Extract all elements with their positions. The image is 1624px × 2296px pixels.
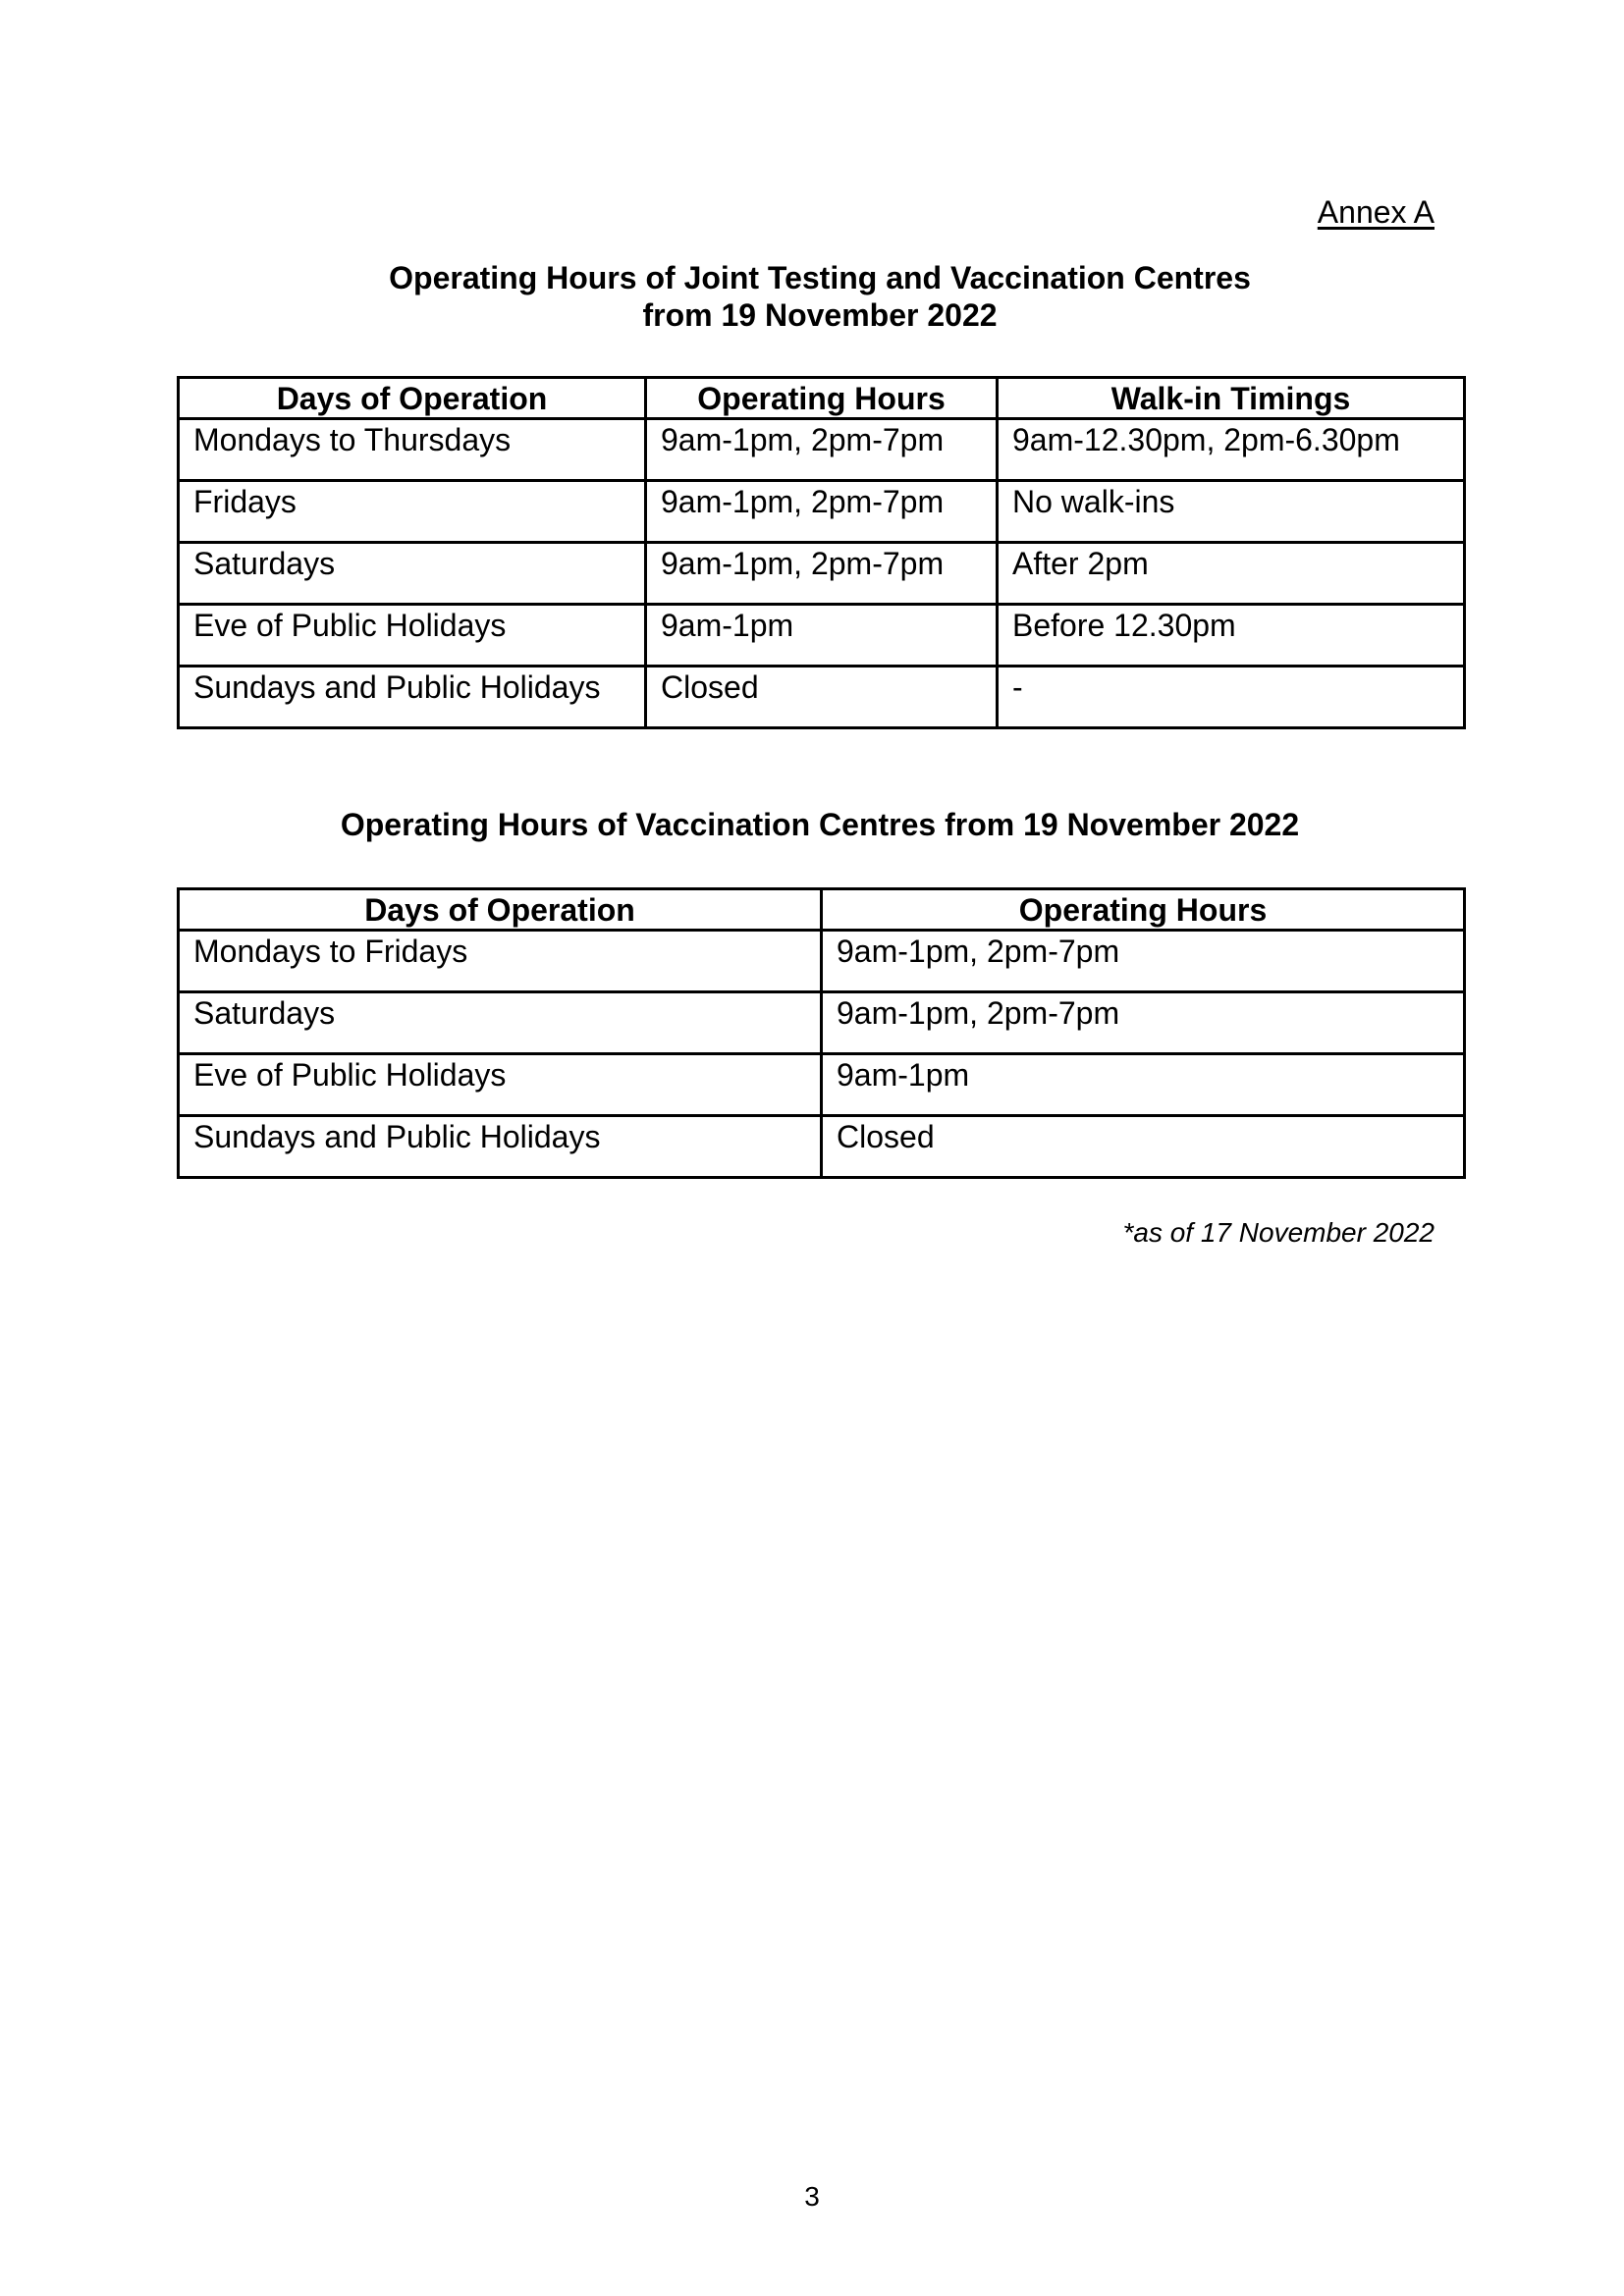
- cell-walk-in-timings: -: [998, 667, 1465, 728]
- column-header-operating-hours: Operating Hours: [822, 889, 1465, 931]
- cell-days: Saturdays: [179, 992, 822, 1054]
- table-row: [179, 1116, 1465, 1178]
- cell-operating-hours: Closed: [646, 667, 998, 728]
- cell-walk-in-timings: Before 12.30pm: [998, 605, 1465, 667]
- section2-title: Operating Hours of Vaccination Centres from 19 November 2022: [340, 807, 1300, 842]
- table-header-row: [179, 889, 1465, 931]
- table-row: [179, 1054, 1465, 1116]
- table-row: [179, 605, 1465, 667]
- cell-days: Eve of Public Holidays: [179, 605, 646, 667]
- table-row: [179, 992, 1465, 1054]
- cell-days: Saturdays: [179, 543, 646, 605]
- cell-days: Mondays to Thursdays: [179, 419, 646, 481]
- cell-operating-hours: 9am-1pm, 2pm-7pm: [822, 931, 1465, 992]
- column-header-days: Days of Operation: [179, 889, 822, 931]
- cell-operating-hours: 9am-1pm: [822, 1054, 1465, 1116]
- annex-label: Annex A: [1317, 194, 1435, 230]
- section1-title-line2: from 19 November 2022: [642, 297, 998, 333]
- table-row: [179, 481, 1465, 543]
- cell-walk-in-timings: No walk-ins: [998, 481, 1465, 543]
- table-row: [179, 419, 1465, 481]
- section1-title: [177, 259, 1463, 334]
- table-row: [179, 667, 1465, 728]
- cell-operating-hours: 9am-1pm, 2pm-7pm: [822, 992, 1465, 1054]
- cell-days: Mondays to Fridays: [179, 931, 822, 992]
- page-number: 3: [804, 2181, 820, 2212]
- cell-operating-hours: 9am-1pm, 2pm-7pm: [646, 419, 998, 481]
- cell-operating-hours: 9am-1pm, 2pm-7pm: [646, 481, 998, 543]
- table-row: [179, 931, 1465, 992]
- cell-walk-in-timings: After 2pm: [998, 543, 1465, 605]
- section1-title-line1: Operating Hours of Joint Testing and Vaccination Centres: [389, 260, 1251, 295]
- cell-days: Fridays: [179, 481, 646, 543]
- cell-operating-hours: 9am-1pm, 2pm-7pm: [646, 543, 998, 605]
- cell-walk-in-timings: 9am-12.30pm, 2pm-6.30pm: [998, 419, 1465, 481]
- cell-days: Eve of Public Holidays: [179, 1054, 822, 1116]
- cell-days: Sundays and Public Holidays: [179, 1116, 822, 1178]
- column-header-walk-in-timings: Walk-in Timings: [998, 378, 1465, 419]
- table-header-row: [179, 378, 1465, 419]
- footnote: *as of 17 November 2022: [1122, 1217, 1435, 1248]
- cell-operating-hours: Closed: [822, 1116, 1465, 1178]
- table-row: [179, 543, 1465, 605]
- column-header-operating-hours: Operating Hours: [646, 378, 998, 419]
- vaccination-centres-hours-table: [177, 887, 1466, 1179]
- joint-centres-hours-table: [177, 376, 1466, 729]
- cell-days: Sundays and Public Holidays: [179, 667, 646, 728]
- column-header-days: Days of Operation: [179, 378, 646, 419]
- cell-operating-hours: 9am-1pm: [646, 605, 998, 667]
